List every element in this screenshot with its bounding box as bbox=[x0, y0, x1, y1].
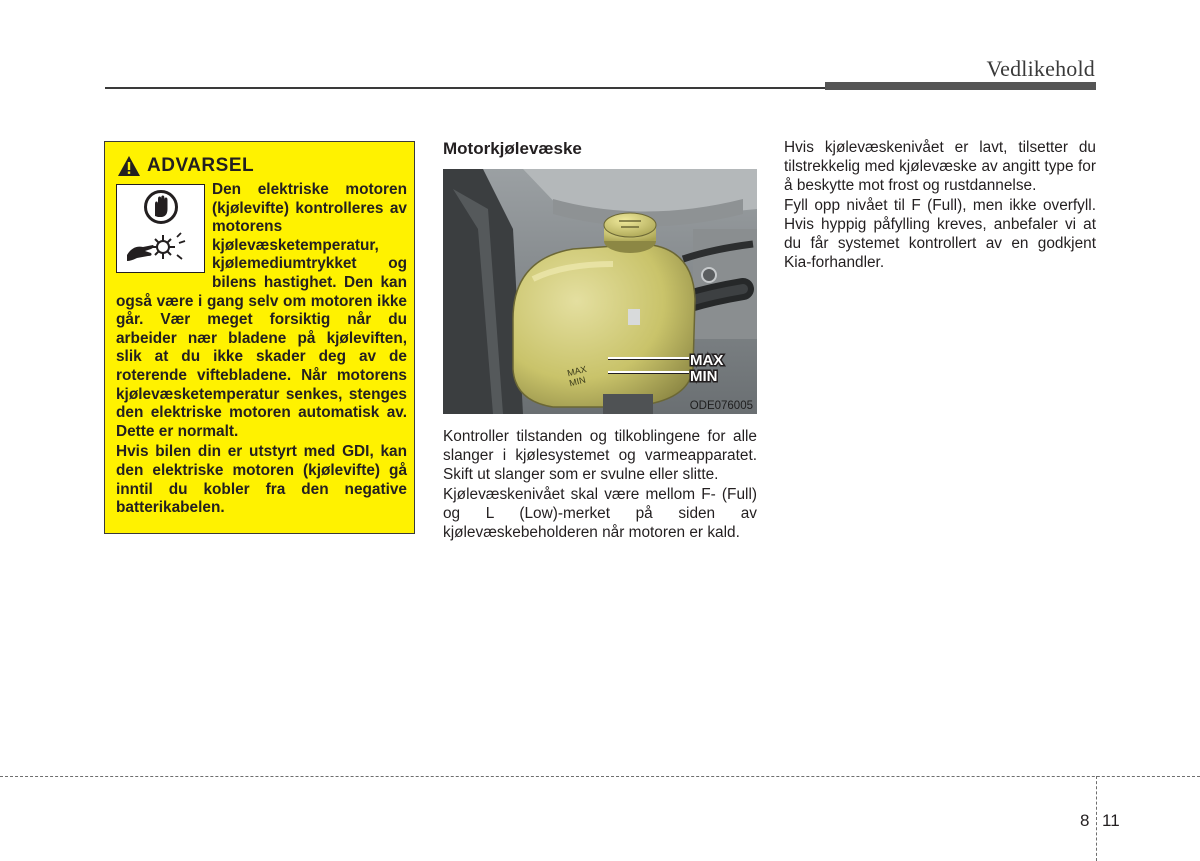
middle-paragraph-2: Kjølevæskenivået skal være mellom F- (Full) og L (Low)-merket på siden av kjølevæskebeholderen når motoren er kald. bbox=[443, 486, 757, 541]
right-paragraph-2: Fyll opp nivået til F (Full), men ikke overfyll. Hvis hyppig påfylling kreves, anbefaler vi at du får systemet kontrollert av en godkjent Kia-forhandler. bbox=[784, 197, 1096, 271]
engine-bay-illustration bbox=[443, 169, 757, 414]
warning-triangle-icon bbox=[117, 155, 141, 177]
max-label: MAX bbox=[690, 352, 724, 369]
warning-paragraph-1: Den elektriske motoren (kjølevifte) kontrolleres av motorens kjølevæsketemperatur, kjølemediumtrykket og bilens hastighet. Den kan også være i gang selv om motoren ikke går. Vær meget forsiktig når du arbeider nær bladene på kjøleviften, slik at du ikke skader deg av de roterende viftebladene. Når motorens kjølevæsketemperatur senkes, stenges den elektriske motoren automatisk av. Dette er normalt. bbox=[116, 181, 407, 440]
chapter-number: 8 bbox=[1080, 811, 1090, 830]
right-paragraph-1: Hvis kjølevæskenivået er lavt, tilsetter du tilstrekkelig med kjølevæske av angitt type for å beskytte mot frost og rustdannelse. bbox=[784, 139, 1096, 194]
header-bar bbox=[825, 82, 1096, 90]
warning-text bbox=[116, 181, 407, 518]
warning-paragraph-2: Hvis bilen din er utstyrt med GDI, kan den elektriske motoren (kjølevifte) gå inntil du kobler fra den negative batterikabelen. bbox=[116, 443, 407, 517]
tank-max-marking: MAX bbox=[566, 363, 588, 379]
footer-divider bbox=[1096, 776, 1097, 861]
header-rule bbox=[105, 87, 825, 89]
coolant-reservoir-figure bbox=[443, 169, 757, 414]
min-label: MIN bbox=[690, 368, 718, 385]
footer-rule bbox=[0, 776, 1200, 777]
middle-paragraph-1: Kontroller tilstanden og tilkoblingene for alle slanger i kjølesystemet og varmeapparatet. Skift ut slanger som er svulne eller slitte. bbox=[443, 428, 757, 483]
warning-header bbox=[117, 155, 254, 177]
coolant-heading: Motorkjølevæske bbox=[443, 139, 582, 158]
warning-title: ADVARSEL bbox=[147, 155, 255, 176]
figure-id: ODE076005 bbox=[689, 400, 753, 412]
right-text bbox=[784, 139, 1096, 275]
warning-box bbox=[104, 141, 415, 534]
section-title: Vedlikehold bbox=[986, 56, 1095, 81]
middle-text bbox=[443, 428, 757, 545]
page-number: 11 bbox=[1102, 811, 1120, 830]
tank-min-marking: MIN bbox=[568, 374, 587, 389]
